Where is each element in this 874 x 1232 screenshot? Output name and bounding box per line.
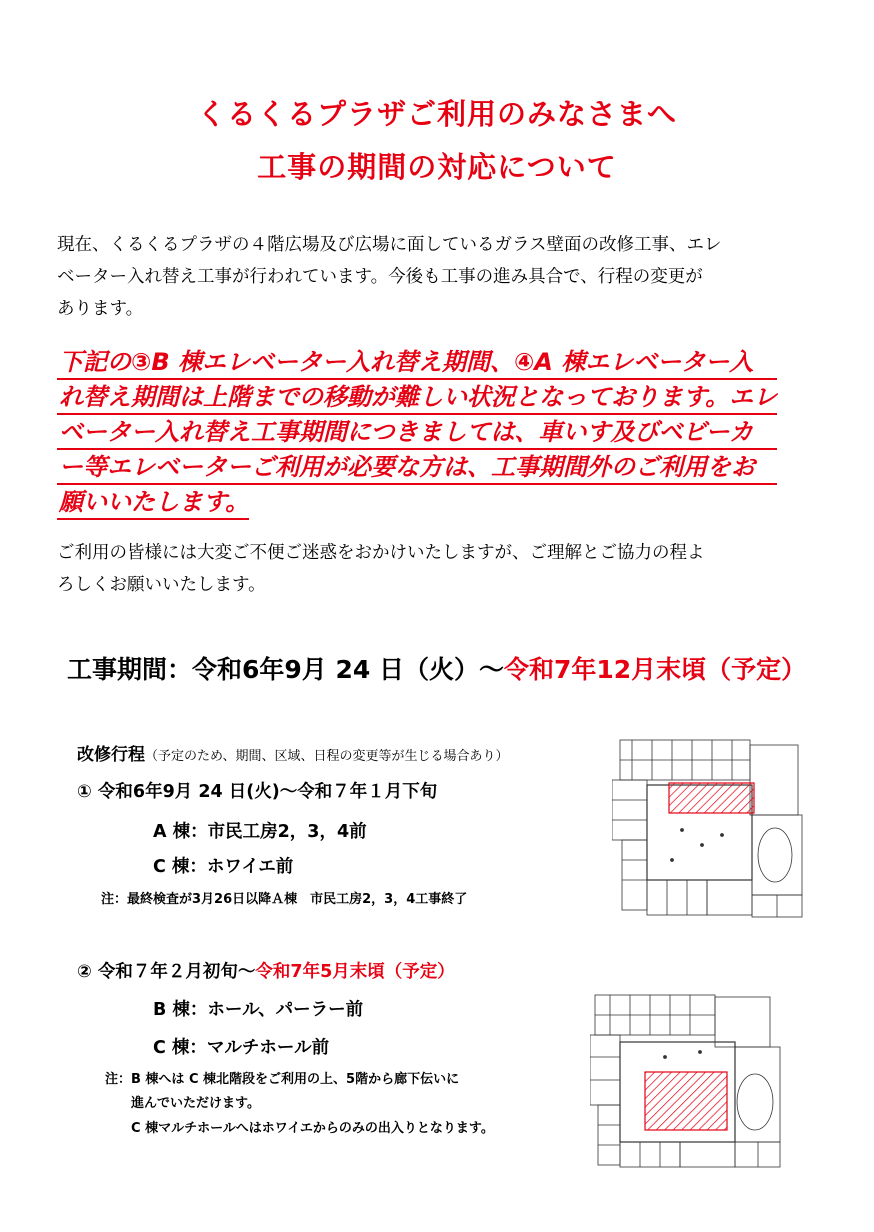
notice-subtitle: 工事の期間の対応について — [257, 150, 617, 184]
closing-paragraph — [57, 537, 837, 601]
step2-title — [77, 958, 455, 983]
warning-line: ベーター入れ替え工事期間につきましては、車いす及びベビーカ — [57, 415, 777, 450]
step1-title: ① 令和6年9月 24 日(火)～令和７年１月下旬 — [77, 782, 438, 802]
floor-plan-step2 — [590, 992, 785, 1170]
closing-line: ろしくお願いいたします。 — [57, 575, 266, 595]
warning-line: ー等エレベーターご利用が必要な方は、工事期間外のご利用をお — [57, 450, 777, 485]
plan-heading — [77, 740, 508, 765]
period-label: 工事期間：令和6年9月 24 日（火）～ — [67, 655, 504, 684]
construction-period — [67, 650, 806, 686]
intro-line: あります。 — [57, 299, 144, 319]
floor-plan-step1 — [612, 735, 807, 920]
notice-title: くるくるプラザご利用のみなさまへ — [196, 97, 677, 131]
period-end: 令和7年12月末頃（予定） — [504, 655, 807, 684]
closing-line: ご利用の皆様には大変ご不便ご迷惑をおかけいたしますが、ご理解とご協力の程よ — [57, 543, 705, 563]
warning-line: 下記の③B 棟エレベーター入れ替え期間、④A 棟エレベーター入 — [57, 345, 777, 380]
intro-paragraph — [57, 229, 837, 325]
step2-note-3: C 棟マルチホールへはホワイエからのみの出入りとなります。 — [131, 1121, 494, 1136]
step1-note: 注：最終検査が3月26日以降Ａ棟 市民工房2，3，4工事終了 — [101, 892, 468, 907]
warning-paragraph — [57, 345, 777, 520]
step2-note-2: 進んでいただけます。 — [131, 1096, 260, 1111]
step2-building-b: B 棟：ホール、パーラー前 — [153, 1000, 364, 1020]
step2-title-end: 令和7年5月末頃（予定） — [255, 962, 455, 982]
step1-building-c: C 棟：ホワイエ前 — [153, 857, 294, 877]
intro-line: ベーター入れ替え工事が行われています。今後も工事の進み具合で、行程の変更が — [57, 267, 703, 287]
step2-note-1: 注：B 棟へは C 棟北階段をご利用の上、5階から廊下伝いに — [105, 1072, 460, 1087]
plan-heading-note: （予定のため、期間、区域、日程の変更等が生じる場合あり） — [145, 749, 509, 764]
plan-heading-label: 改修行程 — [77, 745, 145, 765]
step2-title-start: ② 令和７年２月初旬～ — [77, 962, 256, 982]
intro-line: 現在、くるくるプラザの４階広場及び広場に面しているガラス壁面の改修工事、エレ — [57, 235, 722, 255]
warning-line: 願いいたします。 — [57, 485, 249, 520]
step1-building-a: A 棟：市民工房2，3，4前 — [153, 822, 367, 842]
step2-building-c: C 棟：マルチホール前 — [153, 1038, 330, 1058]
warning-line: れ替え期間は上階までの移動が難しい状況となっております。エレ — [57, 380, 777, 415]
